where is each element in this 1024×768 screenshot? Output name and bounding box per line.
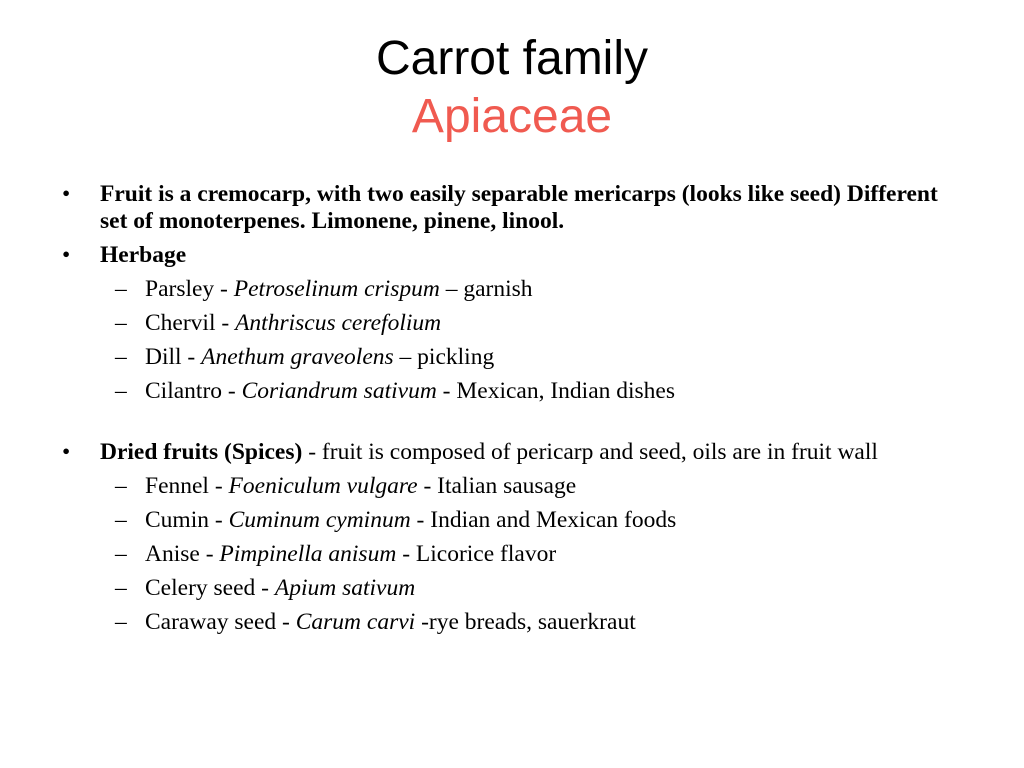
bullet-dot: • (62, 242, 71, 268)
spice-item-caraway-seed (60, 609, 960, 636)
dash-marker: – (115, 276, 127, 302)
latin-name: Carum carvi (295, 609, 416, 635)
spice-item-celery-seed (60, 575, 960, 602)
bullet-text: Fruit is a cremocarp, with two easily separable mericarps (looks like seed) Different set of monoterpenes. Limonene, pinene, linool. (100, 181, 938, 234)
dash-marker: – (115, 575, 127, 601)
dash-marker: – (115, 310, 127, 336)
dash-marker: – (115, 507, 127, 533)
common-name: Cumin - (145, 507, 229, 533)
spice-item-anise (60, 541, 960, 568)
spice-item-fennel (60, 473, 960, 500)
use-note: - Mexican, Indian dishes (436, 378, 675, 404)
bullet-fruit-description (60, 181, 960, 235)
use-note: - Indian and Mexican foods (410, 507, 677, 533)
dash-marker: – (115, 473, 127, 499)
latin-name: Cuminum cyminum (228, 507, 411, 533)
common-name: Anise - (145, 541, 220, 567)
bullet-dried-fruits (60, 439, 960, 466)
dash-marker: – (115, 378, 127, 404)
dash-marker: – (115, 344, 127, 370)
slide-title-block (0, 30, 1024, 146)
herb-item-dill (60, 344, 960, 371)
latin-name: Pimpinella anisum (219, 541, 397, 567)
bullet-heading: Dried fruits (Spices) (100, 439, 303, 465)
latin-name: Foeniculum vulgare (228, 473, 418, 499)
common-name: Celery seed - (145, 575, 275, 601)
common-name: Dill - (145, 344, 202, 370)
herb-item-chervil (60, 310, 960, 337)
latin-name: Anthriscus cerefolium (235, 310, 442, 336)
latin-name: Petroselinum crispum (233, 276, 440, 302)
use-note: -rye breads, sauerkraut (415, 609, 636, 635)
herb-item-parsley (60, 276, 960, 303)
latin-name: Anethum graveolens (201, 344, 394, 370)
bullet-heading: Herbage (100, 242, 187, 268)
bullet-dot: • (62, 439, 71, 465)
common-name: Caraway seed - (145, 609, 296, 635)
use-note: - Licorice flavor (396, 541, 557, 567)
use-note: - Italian sausage (417, 473, 577, 499)
slide-body (60, 181, 960, 636)
slide-title: Carrot family (375, 32, 649, 85)
common-name: Cilantro - (145, 378, 242, 404)
common-name: Parsley - (145, 276, 234, 302)
use-note: – garnish (439, 276, 533, 302)
bullet-herbage (60, 242, 960, 269)
common-name: Fennel - (145, 473, 229, 499)
bullet-dot: • (62, 181, 71, 207)
latin-name: Coriandrum sativum (241, 378, 437, 404)
common-name: Chervil - (145, 310, 236, 336)
dash-marker: – (115, 609, 127, 635)
dash-marker: – (115, 541, 127, 567)
bullet-text: - fruit is composed of pericarp and seed, oils are in fruit wall (302, 439, 878, 465)
slide-subtitle: Apiaceae (411, 90, 613, 143)
latin-name: Apium sativum (274, 575, 416, 601)
use-note: – pickling (393, 344, 495, 370)
spice-item-cumin (60, 507, 960, 534)
herb-item-cilantro (60, 378, 960, 405)
